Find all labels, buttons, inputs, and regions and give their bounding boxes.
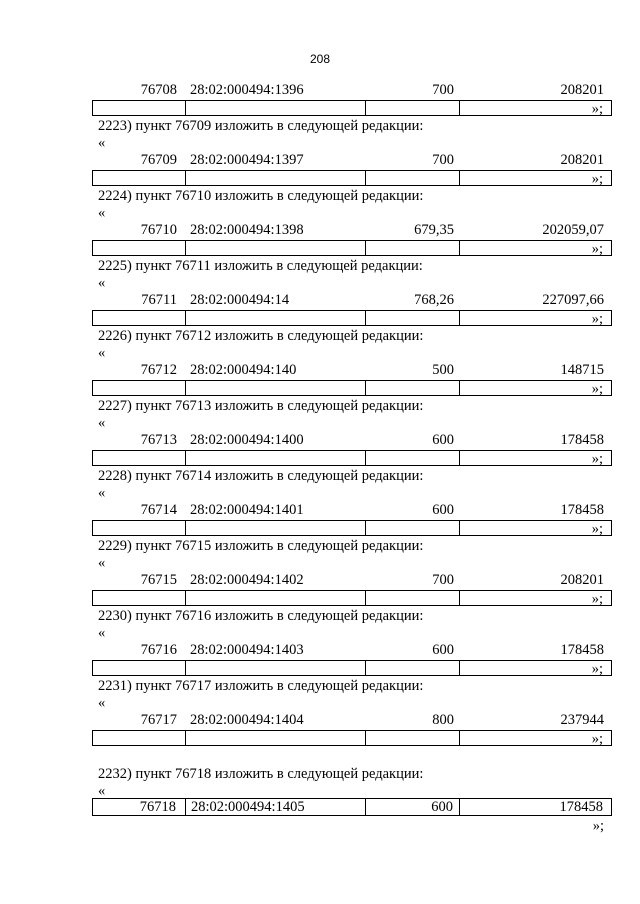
cost-value: 208201	[560, 152, 604, 168]
cost-value: 178458	[560, 642, 604, 658]
table-divider	[459, 100, 460, 116]
table-empty-row	[92, 310, 612, 326]
table-empty-row	[92, 660, 612, 676]
table-row	[92, 220, 612, 240]
closing-quote: »;	[591, 381, 603, 397]
area-value: 600	[432, 432, 454, 448]
row-number: 76717	[140, 712, 177, 728]
table-divider	[185, 590, 186, 606]
table-row	[92, 710, 612, 730]
row-number: 76712	[140, 362, 177, 378]
closing-quote: »;	[591, 241, 603, 257]
row-number: 76709	[140, 152, 177, 168]
cost-value: 178458	[560, 502, 604, 518]
table-empty-row	[92, 730, 612, 746]
paragraph-text: 2225) пункт 76711 изложить в следующей редакции:	[98, 258, 423, 274]
cadastral-number: 28:02:000494:1396	[190, 82, 304, 98]
table-divider	[365, 310, 366, 326]
table-row	[92, 570, 612, 590]
closing-quote: »;	[591, 311, 603, 327]
table-divider	[365, 520, 366, 536]
paragraph-text: 2229) пункт 76715 изложить в следующей редакции:	[98, 538, 424, 554]
paragraph-text: 2230) пункт 76716 изложить в следующей редакции:	[98, 608, 424, 624]
opening-quote: «	[98, 275, 106, 291]
table-row	[92, 360, 612, 380]
table-divider	[185, 450, 186, 466]
opening-quote: «	[98, 135, 106, 151]
row-number: 76715	[140, 572, 177, 588]
table-divider	[459, 450, 460, 466]
area-value: 700	[432, 572, 454, 588]
table-empty-row	[92, 240, 612, 256]
closing-quote: »;	[592, 818, 604, 834]
area-value: 700	[432, 82, 454, 98]
table-row	[92, 80, 612, 100]
area-value: 600	[432, 642, 454, 658]
table-divider	[185, 310, 186, 326]
area-value: 800	[432, 712, 454, 728]
table-divider	[185, 730, 186, 746]
area-value: 700	[432, 152, 454, 168]
table-divider	[459, 730, 460, 746]
opening-quote: «	[98, 695, 106, 711]
row-number: 76716	[140, 642, 177, 658]
table-divider	[459, 380, 460, 396]
row-number: 76714	[140, 502, 177, 518]
table-divider	[365, 170, 366, 186]
paragraph-text: 2227) пункт 76713 изложить в следующей редакции:	[98, 398, 424, 414]
table-divider	[365, 240, 366, 256]
cost-value: 237944	[560, 712, 604, 728]
cost-value: 227097,66	[542, 292, 604, 308]
row-number: 76710	[140, 222, 177, 238]
document-body	[92, 80, 612, 836]
area-value: 679,35	[414, 222, 454, 238]
table-divider	[365, 100, 366, 116]
table-row	[92, 290, 612, 310]
opening-quote: «	[98, 345, 106, 361]
cadastral-number: 28:02:000494:140	[190, 362, 297, 378]
table-divider	[365, 450, 366, 466]
table-empty-row	[92, 520, 612, 536]
table-divider	[365, 798, 366, 816]
closing-quote: »;	[591, 591, 603, 607]
cadastral-number: 28:02:000494:1398	[190, 222, 304, 238]
table-divider	[459, 520, 460, 536]
cadastral-number: 28:02:000494:1402	[190, 572, 304, 588]
area-value: 600	[432, 502, 454, 518]
opening-quote: «	[98, 625, 106, 641]
table-row	[92, 640, 612, 660]
table-row	[92, 150, 612, 170]
closing-quote: »;	[591, 661, 603, 677]
area-value: 500	[432, 362, 454, 378]
paragraph-text: 2228) пункт 76714 изложить в следующей редакции:	[98, 468, 424, 484]
closing-quote: »;	[591, 101, 603, 117]
table-divider	[459, 660, 460, 676]
cost-value: 178458	[559, 799, 603, 815]
table-divider	[459, 240, 460, 256]
cadastral-number: 28:02:000494:1403	[190, 642, 304, 658]
cost-value: 148715	[560, 362, 604, 378]
cadastral-number: 28:02:000494:1400	[190, 432, 304, 448]
table-divider	[365, 380, 366, 396]
cadastral-number: 28:02:000494:14	[190, 292, 290, 308]
table-divider	[365, 730, 366, 746]
table-divider	[459, 590, 460, 606]
opening-quote: «	[98, 415, 106, 431]
paragraph-text: 2226) пункт 76712 изложить в следующей редакции:	[98, 328, 424, 344]
cadastral-number: 28:02:000494:1401	[190, 502, 304, 518]
closing-quote: »;	[591, 171, 603, 187]
paragraph-text: 2224) пункт 76710 изложить в следующей редакции:	[98, 188, 424, 204]
cost-value: 178458	[560, 432, 604, 448]
opening-quote: «	[98, 485, 106, 501]
table-divider	[185, 798, 186, 816]
table-row	[92, 798, 612, 816]
paragraph-text: 2223) пункт 76709 изложить в следующей редакции:	[98, 118, 424, 134]
table-divider	[459, 170, 460, 186]
table-row	[92, 500, 612, 520]
cost-value: 208201	[560, 572, 604, 588]
row-number: 76711	[141, 292, 177, 308]
table-row	[92, 430, 612, 450]
closing-quote: »;	[591, 521, 603, 537]
closing-quote: »;	[591, 451, 603, 467]
table-divider	[459, 310, 460, 326]
paragraph-text: 2232) пункт 76718 изложить в следующей редакции:	[98, 766, 424, 782]
paragraph-text: 2231) пункт 76717 изложить в следующей редакции:	[98, 678, 424, 694]
table-empty-row	[92, 590, 612, 606]
table-empty-row	[92, 100, 612, 116]
table-divider	[185, 520, 186, 536]
table-divider	[365, 590, 366, 606]
cost-value: 202059,07	[542, 222, 604, 238]
table-empty-row	[92, 450, 612, 466]
table-divider	[459, 798, 460, 816]
table-divider	[185, 240, 186, 256]
cadastral-number: 28:02:000494:1404	[190, 712, 304, 728]
cadastral-number: 28:02:000494:1405	[191, 799, 305, 815]
row-number: 76718	[139, 799, 176, 815]
cadastral-number: 28:02:000494:1397	[190, 152, 304, 168]
table-divider	[185, 100, 186, 116]
opening-quote: «	[98, 205, 106, 221]
opening-quote: «	[98, 555, 106, 571]
area-value: 768,26	[414, 292, 454, 308]
area-value: 600	[431, 799, 453, 815]
table-divider	[365, 660, 366, 676]
table-empty-row	[92, 170, 612, 186]
table-empty-row	[92, 380, 612, 396]
row-number: 76713	[140, 432, 177, 448]
opening-quote: «	[98, 783, 106, 799]
page-number: 208	[309, 52, 331, 66]
cost-value: 208201	[560, 82, 604, 98]
row-number: 76708	[140, 82, 177, 98]
table-divider	[185, 170, 186, 186]
table-divider	[185, 380, 186, 396]
closing-quote: »;	[591, 731, 603, 747]
table-divider	[185, 660, 186, 676]
